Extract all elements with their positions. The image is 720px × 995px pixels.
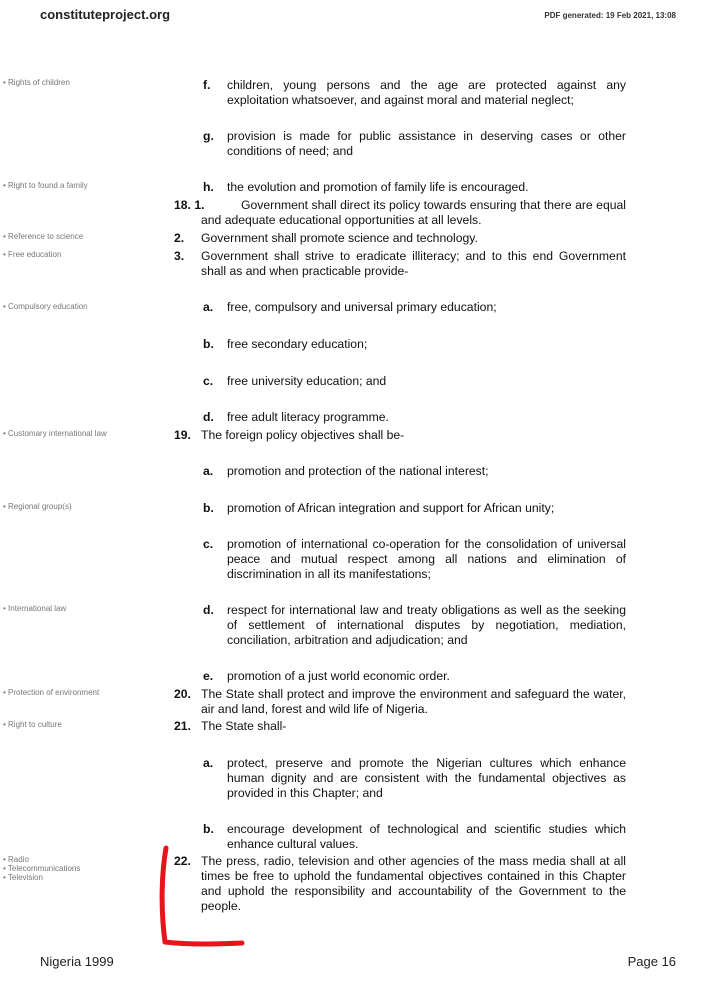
clause-text: free, compulsory and universal primary education; [227, 300, 497, 314]
clause-19-a [174, 464, 626, 479]
clause-19-e [174, 669, 626, 684]
topic-radio[interactable]: • Radio [3, 855, 29, 864]
clause-text: free secondary education; [227, 337, 368, 351]
clause-label: f. [203, 78, 211, 92]
clause-text: promotion and protection of the national interest; [227, 464, 489, 478]
section-text: The State shall- [201, 719, 287, 733]
clause-text: encourage development of technological and scientific studies which enhance cultural values. [227, 822, 626, 851]
section-text: Government shall strive to eradicate illiteracy; and to this end Government shall as and when practicable provide- [201, 249, 626, 278]
clause-h [174, 180, 626, 195]
topic-reference-to-science[interactable]: • Reference to science [3, 232, 84, 241]
section-text: Government shall promote science and technology. [201, 231, 478, 245]
topic-customary-international-law[interactable]: • Customary international law [3, 429, 107, 438]
topic-television[interactable]: • Television [3, 873, 44, 882]
clause-18-3-b [174, 337, 626, 352]
topic-telecommunications[interactable]: • Telecommunications [3, 864, 81, 873]
clause-label: d. [203, 410, 214, 424]
clause-text: promotion of African integration and support for African unity; [227, 501, 555, 515]
clause-18-3-c [174, 374, 626, 389]
clause-label: a. [203, 300, 214, 314]
clause-text: promotion of a just world economic order. [227, 669, 450, 683]
clause-18-3-a [174, 300, 626, 315]
clause-label: a. [203, 464, 214, 478]
section-21 [174, 719, 626, 734]
clause-21-a [174, 756, 626, 801]
topic-rights-of-children[interactable]: • Rights of children [3, 78, 70, 87]
footer-page-number: Page 16 [627, 954, 676, 969]
topic-compulsory-education[interactable]: • Compulsory education [3, 302, 88, 311]
topic-protection-of-environment[interactable]: • Protection of environment [3, 688, 100, 697]
section-18-3 [174, 249, 626, 279]
clause-label: g. [203, 129, 214, 143]
clause-19-b [174, 501, 626, 516]
topic-right-to-found-family[interactable]: • Right to found a family [3, 181, 88, 190]
clause-label: e. [203, 669, 214, 683]
footer-country: Nigeria 1999 [40, 954, 114, 969]
clause-text: free adult literacy programme. [227, 410, 389, 424]
red-annotation-mark [150, 842, 250, 952]
clause-19-c [174, 537, 626, 582]
topic-international-law[interactable]: • International law [3, 604, 67, 613]
topic-right-to-culture[interactable]: • Right to culture [3, 720, 62, 729]
section-18-1 [174, 198, 626, 228]
clause-text: free university education; and [227, 374, 387, 388]
section-text: The State shall protect and improve the environment and safeguard the water, air and land, forest and wild life of Nigeria. [201, 687, 626, 716]
section-label: 2. [174, 231, 185, 245]
clause-label: b. [203, 501, 214, 515]
section-label: 3. [174, 249, 185, 263]
section-label: 19. [174, 428, 191, 442]
clause-label: b. [203, 822, 214, 836]
red-pen-stroke [162, 848, 242, 944]
section-label: 18. 1. [174, 198, 205, 212]
clause-text: protect, preserve and promote the Nigerian cultures which enhance human dignity and are consistent with the fundamental objectives as provided in this Chapter; and [227, 756, 626, 800]
topic-group-media [3, 855, 80, 882]
clause-label: h. [203, 180, 214, 194]
topic-free-education[interactable]: • Free education [3, 250, 62, 259]
clause-text: the evolution and promotion of family life is encouraged. [227, 180, 529, 194]
generated-date: PDF generated: 19 Feb 2021, 13:08 [544, 11, 676, 20]
clause-label: d. [203, 603, 214, 617]
clause-f [174, 78, 626, 108]
section-text: The press, radio, television and other agencies of the mass media shall at all times be free to uphold the fundamental objectives contained in this Chapter and uphold the responsibility and accountability of the Government to the people. [201, 854, 626, 913]
section-19 [174, 428, 626, 443]
section-18-2 [174, 231, 626, 246]
section-label: 22. [174, 854, 191, 868]
clause-18-3-d [174, 410, 626, 425]
clause-label: a. [203, 756, 214, 770]
clause-text: promotion of international co-operation for the consolidation of universal peace and mutual respect among all nations and elimination of discrimination in all its manifestations; [227, 537, 626, 581]
section-text: The foreign policy objectives shall be- [201, 428, 405, 442]
topic-regional-groups[interactable]: • Regional group(s) [3, 502, 72, 511]
clause-text: respect for international law and treaty obligations as well as the seeking of settlement of international disputes by negotiation, mediation, conciliation, arbitration and adjudication; and [227, 603, 626, 647]
section-label: 21. [174, 719, 191, 733]
section-text: Government shall direct its policy towards ensuring that there are equal and adequate educational opportunities at all levels. [201, 198, 626, 227]
section-label: 20. [174, 687, 191, 701]
clause-label: c. [203, 537, 214, 551]
clause-text: children, young persons and the age are protected against any exploitation whatsoever, and against moral and material neglect; [227, 78, 626, 107]
section-20 [174, 687, 626, 717]
clause-label: c. [203, 374, 214, 388]
clause-label: b. [203, 337, 214, 351]
clause-text: provision is made for public assistance in deserving cases or other conditions of need; and [227, 129, 626, 158]
clause-g [174, 129, 626, 159]
site-link[interactable]: constituteproject.org [40, 7, 171, 22]
clause-19-d [174, 603, 626, 648]
